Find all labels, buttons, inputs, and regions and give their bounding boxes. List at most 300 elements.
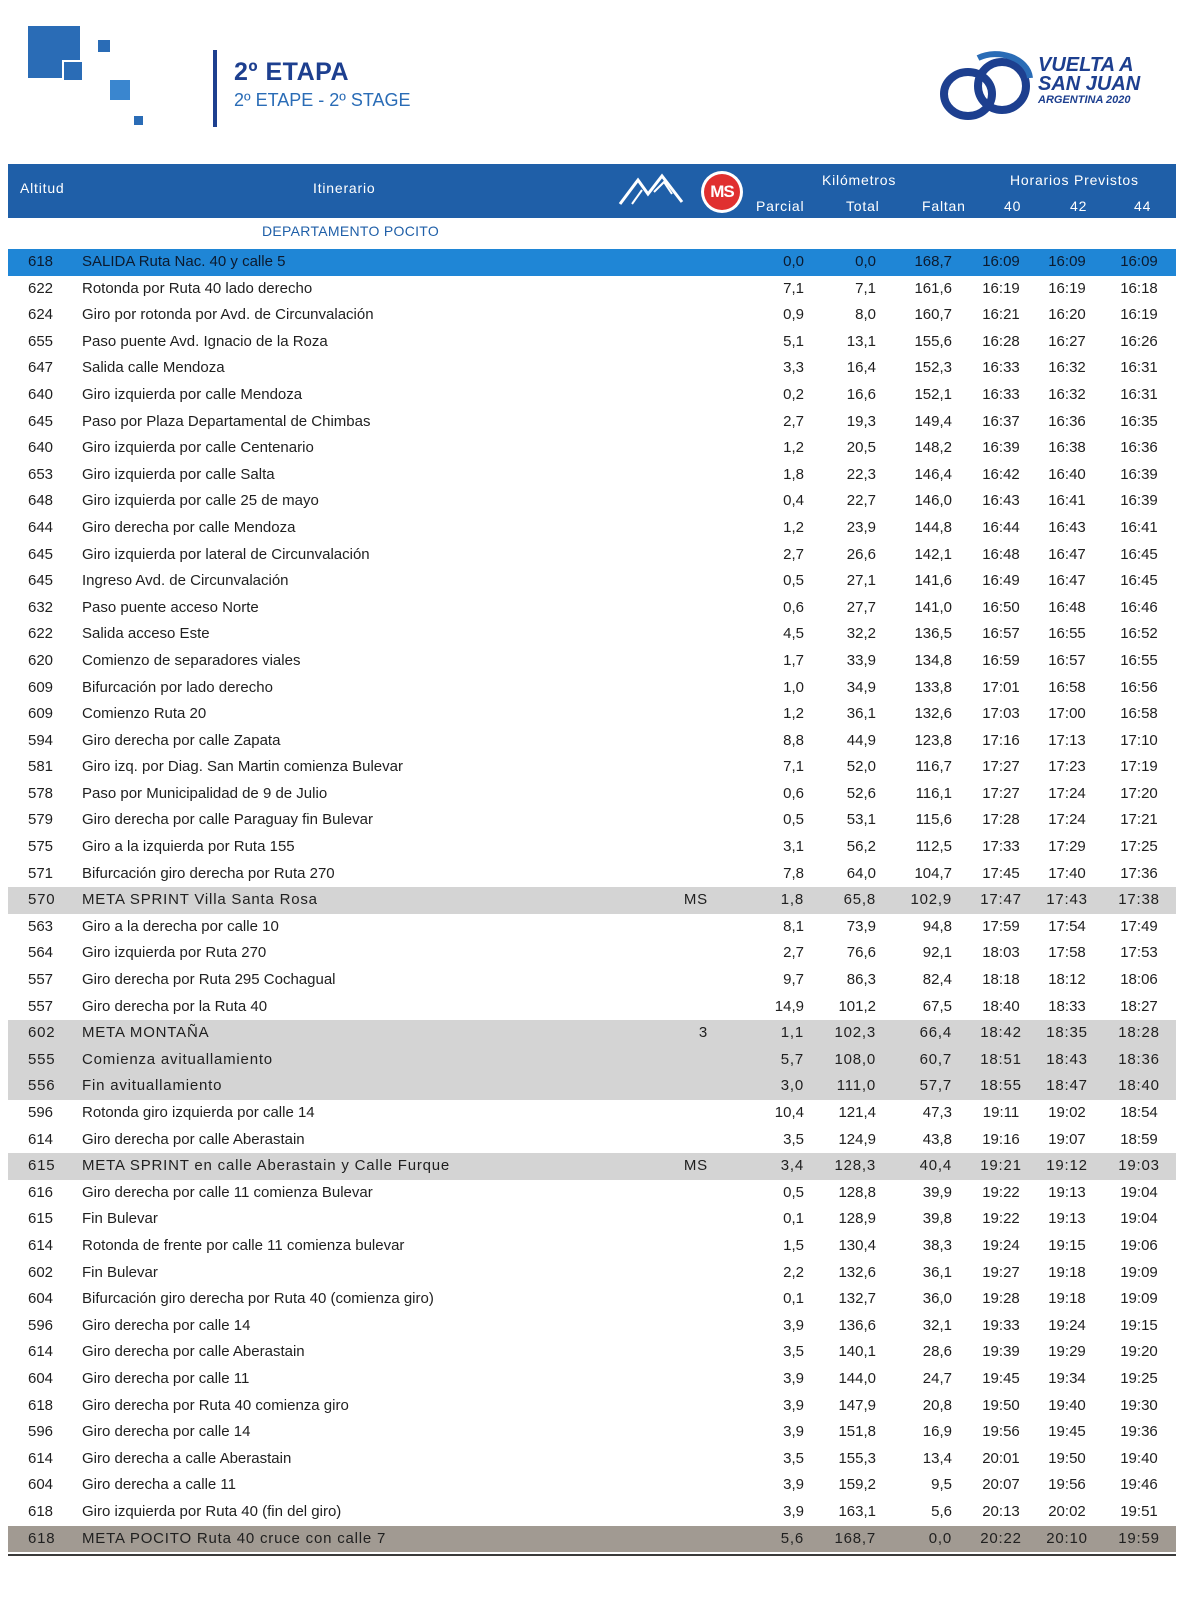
altitude-cell: 616 <box>28 1183 54 1201</box>
itinerary-cell: Comienzo de separadores viales <box>82 651 301 669</box>
altitude-cell: 655 <box>28 332 54 350</box>
km-parcial-cell: 0,5 <box>783 572 804 590</box>
time-44-cell: 16:35 <box>1120 412 1158 430</box>
km-faltan-cell: 39,8 <box>922 1210 952 1228</box>
km-parcial-cell: 0,1 <box>783 1290 804 1308</box>
altitude-cell: 614 <box>28 1236 54 1254</box>
km-faltan-cell: 82,4 <box>922 971 952 989</box>
time-44-cell: 19:25 <box>1120 1369 1158 1387</box>
time-40-cell: 18:55 <box>980 1077 1022 1095</box>
itinerary-cell: Giro izquierda por Ruta 40 (fin del giro) <box>82 1502 342 1520</box>
altitude-cell: 609 <box>28 678 54 696</box>
time-42-cell: 17:13 <box>1048 731 1086 749</box>
table-row <box>8 967 1176 994</box>
time-40-cell: 17:28 <box>982 811 1020 829</box>
col-parcial: Parcial <box>756 198 805 214</box>
km-faltan-cell: 155,6 <box>914 332 952 350</box>
time-42-cell: 19:40 <box>1048 1396 1086 1414</box>
time-44-cell: 17:53 <box>1120 944 1158 962</box>
km-total-cell: 13,1 <box>846 332 876 350</box>
altitude-cell: 596 <box>28 1316 54 1334</box>
km-parcial-cell: 3,0 <box>780 1077 804 1095</box>
km-faltan-cell: 146,4 <box>914 465 952 483</box>
time-40-cell: 19:11 <box>982 1104 1020 1121</box>
time-40-cell: 19:22 <box>982 1183 1020 1201</box>
altitude-cell: 614 <box>28 1449 54 1467</box>
time-44-cell: 18:27 <box>1120 997 1158 1015</box>
km-faltan-cell: 168,7 <box>914 253 952 270</box>
time-44-cell: 16:56 <box>1120 678 1158 696</box>
km-faltan-cell: 16,9 <box>922 1423 952 1441</box>
km-total-cell: 36,1 <box>846 705 876 723</box>
time-40-cell: 16:44 <box>982 518 1020 536</box>
time-44-cell: 19:09 <box>1120 1290 1158 1308</box>
km-total-cell: 65,8 <box>843 891 876 909</box>
time-40-cell: 16:57 <box>982 625 1020 643</box>
km-total-cell: 147,9 <box>838 1396 876 1414</box>
km-parcial-cell: 3,5 <box>783 1130 804 1148</box>
km-faltan-cell: 43,8 <box>922 1130 952 1148</box>
km-total-cell: 73,9 <box>846 917 876 935</box>
km-faltan-cell: 141,0 <box>914 598 952 616</box>
altitude-cell: 604 <box>28 1369 54 1387</box>
time-40-cell: 18:40 <box>982 997 1020 1015</box>
km-faltan-cell: 116,1 <box>915 784 952 802</box>
altitude-cell: 557 <box>28 971 54 989</box>
time-44-cell: 19:51 <box>1120 1502 1158 1520</box>
itinerary-cell: Giro derecha por calle 11 <box>82 1369 250 1387</box>
organizer-logo <box>28 26 158 136</box>
km-parcial-cell: 8,1 <box>783 917 804 935</box>
table-row <box>8 1446 1176 1473</box>
vuelta-san-juan-logo <box>938 48 1158 128</box>
time-42-cell: 18:35 <box>1046 1024 1088 1042</box>
itinerary-cell: Paso por Plaza Departamental de Chimbas <box>82 412 371 430</box>
altitude-cell: 581 <box>28 758 54 776</box>
altitude-cell: 645 <box>28 412 54 430</box>
km-total-cell: 76,6 <box>846 944 876 962</box>
meta-sprint-icon <box>700 170 744 214</box>
time-42-cell: 16:55 <box>1048 625 1086 643</box>
time-42-cell: 18:47 <box>1046 1077 1088 1095</box>
time-44-cell: 16:31 <box>1120 359 1158 377</box>
km-faltan-cell: 104,7 <box>914 864 952 882</box>
time-44-cell: 16:26 <box>1120 332 1158 350</box>
time-40-cell: 19:21 <box>980 1157 1022 1175</box>
itinerary-cell: Fin avituallamiento <box>82 1077 223 1095</box>
km-parcial-cell: 3,9 <box>783 1502 804 1520</box>
table-row <box>8 595 1176 622</box>
itinerary-table <box>8 249 1176 1552</box>
table-row <box>8 1286 1176 1313</box>
table-row <box>8 1472 1176 1499</box>
itinerary-cell: Giro izquierda por Ruta 270 <box>82 944 267 962</box>
altitude-cell: 647 <box>28 359 54 377</box>
time-44-cell: 17:10 <box>1120 731 1158 749</box>
altitude-cell: 644 <box>28 518 54 536</box>
time-40-cell: 18:18 <box>982 971 1020 989</box>
km-parcial-cell: 0,6 <box>783 784 804 802</box>
km-faltan-cell: 38,3 <box>922 1236 952 1254</box>
time-44-cell: 16:46 <box>1120 598 1158 616</box>
time-44-cell: 16:09 <box>1120 253 1158 270</box>
col-altitud: Altitud <box>20 180 65 196</box>
km-parcial-cell: 3,9 <box>783 1369 804 1387</box>
table-row <box>8 675 1176 702</box>
time-42-cell: 16:09 <box>1048 253 1086 270</box>
time-42-cell: 19:18 <box>1048 1290 1086 1308</box>
altitude-cell: 564 <box>28 944 54 962</box>
km-total-cell: 27,7 <box>846 598 876 616</box>
time-40-cell: 19:27 <box>982 1263 1020 1281</box>
time-40-cell: 17:03 <box>982 705 1020 723</box>
time-44-cell: 18:28 <box>1118 1024 1160 1042</box>
table-row <box>8 1206 1176 1233</box>
altitude-cell: 604 <box>28 1476 54 1494</box>
km-faltan-cell: 132,6 <box>914 705 952 723</box>
time-42-cell: 19:29 <box>1048 1343 1086 1361</box>
time-40-cell: 16:42 <box>982 465 1020 483</box>
km-parcial-cell: 3,9 <box>783 1476 804 1494</box>
time-42-cell: 17:24 <box>1048 811 1086 829</box>
altitude-cell: 614 <box>28 1130 54 1148</box>
altitude-cell: 618 <box>28 1396 54 1414</box>
time-42-cell: 19:45 <box>1048 1423 1086 1441</box>
itinerary-cell: Rotonda por Ruta 40 lado derecho <box>82 279 313 297</box>
altitude-cell: 579 <box>28 811 54 829</box>
km-faltan-cell: 9,5 <box>931 1476 952 1494</box>
km-faltan-cell: 160,7 <box>914 306 952 324</box>
altitude-cell: 596 <box>28 1423 54 1441</box>
km-parcial-cell: 0,5 <box>783 811 804 829</box>
page-subtitle: 2º ETAPE - 2º STAGE <box>234 90 411 110</box>
time-44-cell: 16:18 <box>1120 279 1158 297</box>
cycling-rings-icon <box>938 48 1038 128</box>
km-parcial-cell: 0,0 <box>783 253 804 270</box>
km-parcial-cell: 7,8 <box>783 864 804 882</box>
altitude-cell: 640 <box>28 385 54 403</box>
itinerary-cell: Giro izq. por Diag. San Martin comienza Bulevar <box>82 758 403 776</box>
altitude-cell: 602 <box>28 1024 56 1042</box>
itinerary-cell: META SPRINT en calle Aberastain y Calle Furque <box>82 1157 451 1175</box>
km-total-cell: 22,7 <box>846 492 876 510</box>
time-40-cell: 20:07 <box>982 1476 1020 1494</box>
time-40-cell: 19:24 <box>982 1236 1020 1254</box>
time-42-cell: 19:56 <box>1048 1476 1086 1494</box>
km-total-cell: 32,2 <box>846 625 876 643</box>
meta-sprint-label: MS <box>710 182 734 201</box>
table-row <box>8 1153 1176 1180</box>
time-44-cell: 19:40 <box>1120 1449 1158 1467</box>
itinerary-cell: Giro derecha por calle 14 <box>82 1423 251 1441</box>
col-group-kilometros: Kilómetros <box>822 172 897 188</box>
category-cell: MS <box>683 891 708 909</box>
itinerary-cell: Rotonda de frente por calle 11 comienza bulevar <box>82 1236 405 1254</box>
altitude-cell: 563 <box>28 917 54 935</box>
km-faltan-cell: 136,5 <box>914 625 952 643</box>
km-total-cell: 108,0 <box>834 1050 876 1068</box>
km-total-cell: 132,7 <box>838 1290 876 1308</box>
time-44-cell: 18:59 <box>1120 1130 1158 1148</box>
col-h40: 40 <box>1004 198 1022 214</box>
time-44-cell: 16:39 <box>1120 465 1158 483</box>
km-faltan-cell: 133,8 <box>914 678 952 696</box>
km-parcial-cell: 2,7 <box>783 412 804 430</box>
table-row <box>8 701 1176 728</box>
km-faltan-cell: 66,4 <box>919 1024 952 1042</box>
km-parcial-cell: 0,2 <box>783 385 804 403</box>
km-faltan-cell: 141,6 <box>914 572 952 590</box>
km-total-cell: 144,0 <box>838 1369 876 1387</box>
time-42-cell: 17:24 <box>1048 784 1086 802</box>
km-parcial-cell: 1,8 <box>783 465 804 483</box>
altitude-cell: 618 <box>28 253 54 270</box>
table-header <box>8 164 1176 218</box>
time-44-cell: 17:49 <box>1120 917 1158 935</box>
time-42-cell: 16:20 <box>1048 306 1086 324</box>
km-faltan-cell: 134,8 <box>914 651 952 669</box>
time-40-cell: 16:19 <box>982 279 1020 297</box>
brand-line-3: ARGENTINA 2020 <box>1038 94 1131 106</box>
time-42-cell: 19:12 <box>1046 1157 1088 1175</box>
time-42-cell: 16:48 <box>1048 598 1086 616</box>
time-40-cell: 18:51 <box>980 1050 1022 1068</box>
km-total-cell: 155,3 <box>838 1449 876 1467</box>
time-42-cell: 20:10 <box>1046 1529 1088 1547</box>
table-bottom-rule <box>8 1554 1176 1556</box>
km-faltan-cell: 148,2 <box>914 439 952 457</box>
km-parcial-cell: 3,1 <box>783 838 804 856</box>
km-parcial-cell: 5,6 <box>780 1529 804 1547</box>
km-total-cell: 64,0 <box>846 864 876 882</box>
time-44-cell: 17:19 <box>1120 758 1158 776</box>
km-total-cell: 22,3 <box>846 465 876 483</box>
km-faltan-cell: 32,1 <box>922 1316 952 1334</box>
km-total-cell: 124,9 <box>838 1130 876 1148</box>
km-faltan-cell: 36,1 <box>922 1263 952 1281</box>
itinerary-cell: Salida calle Mendoza <box>82 359 225 377</box>
time-44-cell: 18:06 <box>1120 971 1158 989</box>
km-parcial-cell: 5,1 <box>783 332 804 350</box>
time-40-cell: 17:16 <box>982 731 1020 749</box>
time-40-cell: 19:39 <box>982 1343 1020 1361</box>
km-faltan-cell: 39,9 <box>922 1183 952 1201</box>
km-faltan-cell: 152,3 <box>914 359 952 377</box>
category-cell: MS <box>683 1157 708 1175</box>
itinerary-cell: Salida acceso Este <box>82 625 210 643</box>
km-total-cell: 159,2 <box>838 1476 876 1494</box>
itinerary-cell: Paso por Municipalidad de 9 de Julio <box>82 784 328 802</box>
time-40-cell: 17:33 <box>982 838 1020 856</box>
time-42-cell: 16:19 <box>1048 279 1086 297</box>
table-row <box>8 621 1176 648</box>
km-parcial-cell: 4,5 <box>783 625 804 643</box>
time-42-cell: 19:24 <box>1048 1316 1086 1334</box>
km-parcial-cell: 2,7 <box>783 944 804 962</box>
km-faltan-cell: 57,7 <box>919 1077 952 1095</box>
time-44-cell: 16:41 <box>1120 518 1158 536</box>
km-total-cell: 128,9 <box>838 1210 876 1228</box>
time-44-cell: 19:36 <box>1120 1423 1158 1441</box>
altitude-cell: 556 <box>28 1077 56 1095</box>
km-faltan-cell: 123,8 <box>914 731 952 749</box>
time-40-cell: 16:59 <box>982 651 1020 669</box>
table-row <box>8 728 1176 755</box>
col-group-horarios: Horarios Previstos <box>1010 172 1139 188</box>
altitude-cell: 615 <box>28 1157 56 1175</box>
time-42-cell: 16:32 <box>1048 359 1086 377</box>
km-total-cell: 0,0 <box>855 253 876 270</box>
table-row <box>8 276 1176 303</box>
km-parcial-cell: 5,7 <box>780 1050 804 1068</box>
km-parcial-cell: 10,4 <box>774 1104 804 1121</box>
km-faltan-cell: 161,6 <box>914 279 952 297</box>
table-row <box>8 781 1176 808</box>
itinerary-cell: Fin Bulevar <box>82 1210 158 1228</box>
table-row <box>8 355 1176 382</box>
time-44-cell: 16:36 <box>1120 439 1158 457</box>
table-row <box>8 382 1176 409</box>
category-cell: 3 <box>698 1024 708 1042</box>
itinerary-cell: Giro derecha por calle Paraguay fin Bulevar <box>82 811 373 829</box>
brand-line-2: SAN JUAN <box>1038 73 1141 95</box>
time-40-cell: 19:16 <box>982 1130 1020 1148</box>
table-row <box>8 754 1176 781</box>
km-faltan-cell: 152,1 <box>914 385 952 403</box>
table-row <box>8 914 1176 941</box>
km-faltan-cell: 28,6 <box>922 1343 952 1361</box>
table-row <box>8 249 1176 276</box>
table-row <box>8 807 1176 834</box>
km-parcial-cell: 9,7 <box>783 971 804 989</box>
itinerary-cell: Giro izquierda por lateral de Circunvalación <box>82 545 370 563</box>
km-total-cell: 26,6 <box>846 545 876 563</box>
time-40-cell: 17:59 <box>982 917 1020 935</box>
altitude-cell: 624 <box>28 306 54 324</box>
km-faltan-cell: 115,6 <box>915 811 952 829</box>
itinerary-cell: Bifurcación por lado derecho <box>82 678 273 696</box>
altitude-cell: 648 <box>28 492 54 510</box>
time-40-cell: 18:42 <box>980 1024 1022 1042</box>
km-parcial-cell: 0,4 <box>783 492 804 510</box>
table-row <box>8 409 1176 436</box>
brand-line-1: VUELTA A <box>1038 54 1134 76</box>
col-total: Total <box>846 198 880 214</box>
km-faltan-cell: 67,5 <box>922 997 952 1015</box>
km-faltan-cell: 142,1 <box>914 545 952 563</box>
time-40-cell: 16:33 <box>982 359 1020 377</box>
time-42-cell: 20:02 <box>1048 1502 1086 1520</box>
time-42-cell: 19:07 <box>1048 1130 1086 1148</box>
table-row <box>8 648 1176 675</box>
itinerary-cell: Giro derecha a calle Aberastain <box>82 1449 292 1467</box>
time-42-cell: 19:13 <box>1048 1183 1086 1201</box>
time-42-cell: 17:40 <box>1048 864 1086 882</box>
altitude-cell: 653 <box>28 465 54 483</box>
time-40-cell: 19:22 <box>982 1210 1020 1228</box>
time-42-cell: 19:18 <box>1048 1263 1086 1281</box>
time-44-cell: 19:59 <box>1118 1529 1160 1547</box>
time-40-cell: 16:37 <box>982 412 1020 430</box>
km-faltan-cell: 144,8 <box>914 518 952 536</box>
altitude-cell: 622 <box>28 625 54 643</box>
table-row <box>8 1233 1176 1260</box>
col-faltan: Faltan <box>922 198 966 214</box>
table-row <box>8 1393 1176 1420</box>
table-row <box>8 1419 1176 1446</box>
km-total-cell: 130,4 <box>838 1236 876 1254</box>
time-40-cell: 20:13 <box>982 1502 1020 1520</box>
km-parcial-cell: 0,9 <box>783 306 804 324</box>
km-parcial-cell: 8,8 <box>783 731 804 749</box>
km-faltan-cell: 47,3 <box>922 1104 952 1121</box>
time-44-cell: 17:20 <box>1120 784 1158 802</box>
time-44-cell: 16:45 <box>1120 572 1158 590</box>
km-faltan-cell: 92,1 <box>922 944 952 962</box>
km-faltan-cell: 146,0 <box>914 492 952 510</box>
itinerary-cell: Comienza avituallamiento <box>82 1050 273 1068</box>
itinerary-cell: Bifurcación giro derecha por Ruta 40 (comienza giro) <box>82 1290 434 1308</box>
altitude-cell: 578 <box>28 784 54 802</box>
km-faltan-cell: 36,0 <box>922 1290 952 1308</box>
km-total-cell: 128,8 <box>838 1183 876 1201</box>
altitude-cell: 604 <box>28 1290 54 1308</box>
time-40-cell: 17:27 <box>982 758 1020 776</box>
km-parcial-cell: 1,2 <box>783 439 804 457</box>
time-42-cell: 18:33 <box>1048 997 1086 1015</box>
altitude-cell: 602 <box>28 1263 54 1281</box>
table-row <box>8 515 1176 542</box>
itinerary-cell: Giro derecha por calle Mendoza <box>82 518 296 536</box>
km-parcial-cell: 3,9 <box>783 1396 804 1414</box>
page-title: 2º ETAPA <box>234 58 349 86</box>
km-total-cell: 132,6 <box>838 1263 876 1281</box>
time-42-cell: 16:27 <box>1048 332 1086 350</box>
km-total-cell: 151,8 <box>838 1423 876 1441</box>
km-faltan-cell: 24,7 <box>922 1369 952 1387</box>
altitude-cell: 640 <box>28 439 54 457</box>
itinerary-cell: Ingreso Avd. de Circunvalación <box>82 572 289 590</box>
km-total-cell: 23,9 <box>846 518 876 536</box>
time-44-cell: 16:19 <box>1120 306 1158 324</box>
table-row <box>8 568 1176 595</box>
itinerary-cell: Giro a la derecha por calle 10 <box>82 917 279 935</box>
altitude-cell: 620 <box>28 651 54 669</box>
time-40-cell: 16:39 <box>982 439 1020 457</box>
table-row <box>8 1526 1176 1553</box>
itinerary-cell: META SPRINT Villa Santa Rosa <box>82 891 318 909</box>
km-total-cell: 86,3 <box>846 971 876 989</box>
time-42-cell: 16:58 <box>1048 678 1086 696</box>
time-42-cell: 16:57 <box>1048 651 1086 669</box>
time-40-cell: 20:01 <box>982 1449 1020 1467</box>
km-total-cell: 8,0 <box>855 306 876 324</box>
time-40-cell: 16:33 <box>982 385 1020 403</box>
altitude-cell: 596 <box>28 1104 54 1121</box>
time-42-cell: 17:58 <box>1048 944 1086 962</box>
col-h42: 42 <box>1070 198 1088 214</box>
time-44-cell: 16:55 <box>1120 651 1158 669</box>
time-40-cell: 17:47 <box>980 891 1022 909</box>
itinerary-cell: SALIDA Ruta Nac. 40 y calle 5 <box>82 253 286 270</box>
km-parcial-cell: 14,9 <box>774 997 804 1015</box>
altitude-cell: 571 <box>28 864 54 882</box>
table-row <box>8 1313 1176 1340</box>
km-total-cell: 7,1 <box>855 279 876 297</box>
time-42-cell: 16:43 <box>1048 518 1086 536</box>
time-44-cell: 19:20 <box>1120 1343 1158 1361</box>
time-42-cell: 16:38 <box>1048 439 1086 457</box>
